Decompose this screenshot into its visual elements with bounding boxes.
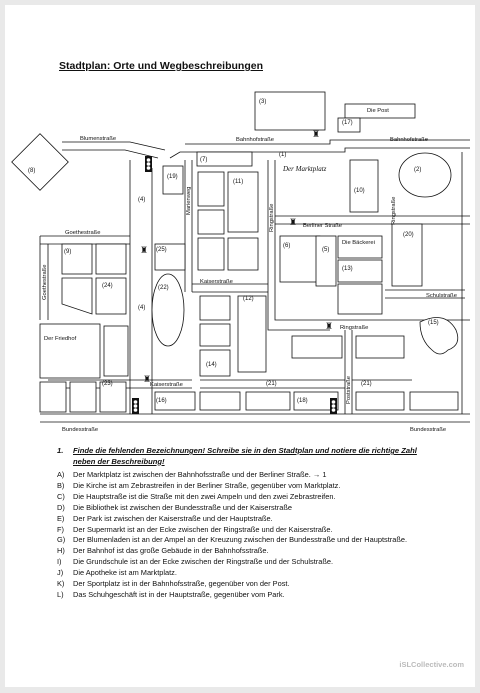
worksheet-title: Stadtplan: Orte und Wegbeschreibungen xyxy=(59,60,263,72)
block-11b xyxy=(228,238,258,270)
item-letter: B) xyxy=(57,480,65,490)
street-label: Schulstraße xyxy=(426,293,457,299)
block-bottom-r1 xyxy=(356,392,404,410)
map-number: (24) xyxy=(102,283,113,289)
block-19b xyxy=(198,210,224,234)
item-text: Die Apotheke ist am Marktplatz. xyxy=(73,568,177,578)
block-12 xyxy=(238,296,266,372)
block-right-a xyxy=(292,336,342,358)
item-text: Die Hauptstraße ist die Straße mit den zwei Ampeln und den zwei Zebrastreifen. xyxy=(73,491,336,501)
block-14b xyxy=(200,324,230,346)
map-number: (18) xyxy=(297,398,308,404)
list-item xyxy=(57,503,432,514)
map-number: (21) xyxy=(361,381,372,387)
block-right-b xyxy=(356,336,404,358)
block-3 xyxy=(255,92,325,130)
block-19c xyxy=(198,238,224,270)
block-10 xyxy=(350,160,378,212)
list-item xyxy=(57,546,432,557)
block-bottom-mid xyxy=(246,392,290,410)
item-letter: G) xyxy=(57,535,66,545)
svg-text:♜: ♜ xyxy=(289,218,298,228)
map-number: (1) xyxy=(279,152,287,158)
street-label: Marienweg xyxy=(186,186,192,215)
crosswalk-icon xyxy=(140,246,148,256)
list-item xyxy=(57,557,432,568)
traffic-light-icon xyxy=(145,156,152,172)
item-text: Die Bibliothek ist zwischen der Bundesstraße und der Kaiserstraße xyxy=(73,502,292,512)
crosswalk-icon xyxy=(325,322,333,332)
task-number: 1. xyxy=(57,446,64,455)
map-number: (10) xyxy=(354,188,365,194)
street-label: Goethestraße xyxy=(42,264,48,300)
svg-text:♜: ♜ xyxy=(140,246,149,256)
task-text: Finde die fehlenden Bezeichnungen! Schreibe sie in den Stadtplan und notiere die richtige Zahl neben der Beschreibung! xyxy=(73,446,417,466)
map-number: (14) xyxy=(206,362,217,368)
street-label: Ringstraße xyxy=(269,203,275,232)
description-list xyxy=(57,470,432,601)
item-letter: J) xyxy=(57,568,64,578)
item-letter: F) xyxy=(57,524,64,534)
street-label: Bahnhofstraße xyxy=(236,137,275,143)
item-text: Der Supermarkt ist an der Ecke zwischen der Ringstraße und der Kaiserstraße. xyxy=(73,524,333,534)
crosswalk-icon xyxy=(312,130,320,140)
map-number: (23) xyxy=(102,381,113,387)
block-19a xyxy=(198,172,224,206)
item-text: Die Grundschule ist an der Ecke zwischen der Ringstraße und der Schulstraße. xyxy=(73,557,334,567)
street-label: Goethestraße xyxy=(65,230,101,236)
street-label: Poststraße xyxy=(346,375,352,404)
item-text: Der Park ist zwischen der Kaiserstraße und der Hauptstraße. xyxy=(73,513,273,523)
street-label: Ringstraße xyxy=(391,196,397,225)
map-number: (9) xyxy=(64,249,72,255)
block-13b xyxy=(338,284,382,314)
block-8 xyxy=(12,134,69,191)
item-letter: A) xyxy=(57,470,65,479)
map-number: (4) xyxy=(138,305,146,311)
item-text: Der Sportplatz ist in der Bahnhofsstraße, gegenüber von der Post. xyxy=(73,579,290,589)
street-label: Bundesstraße xyxy=(410,427,447,433)
item-text: Die Kirche ist am Zebrastreifen in der Berliner Straße, gegenüber vom Marktplatz. xyxy=(73,480,341,490)
map-number: (11) xyxy=(233,179,244,185)
list-item xyxy=(57,514,432,525)
map-number: (2) xyxy=(414,167,422,173)
block-bottom-2 xyxy=(70,382,96,412)
map-number: (7) xyxy=(200,157,208,163)
item-letter: E) xyxy=(57,513,65,523)
item-text: Der Bahnhof ist das große Gebäude in der Bahnhofsstraße. xyxy=(73,546,269,556)
svg-text:♜: ♜ xyxy=(143,375,152,385)
map-number: (12) xyxy=(243,296,254,302)
block-19 xyxy=(163,166,183,194)
street-label: Ringstraße xyxy=(340,325,369,331)
place-label-baeckerei: Die Bäckerei xyxy=(342,240,375,246)
map-number: (6) xyxy=(283,243,291,249)
task-instruction xyxy=(57,446,417,467)
map-number: (21) xyxy=(266,381,277,387)
list-item xyxy=(57,568,432,579)
block-14a xyxy=(200,296,230,320)
item-text: Das Schuhgeschäft ist in der Hauptstraße, gegenüber vom Park. xyxy=(73,589,285,599)
street-label: Kaiserstraße xyxy=(150,382,183,388)
map-number: (20) xyxy=(403,232,414,238)
watermark: iSLCollective.com xyxy=(399,660,464,669)
list-item xyxy=(57,525,432,536)
block-friedhof-b xyxy=(104,326,128,376)
svg-text:♜: ♜ xyxy=(312,130,321,140)
traffic-light-icon xyxy=(330,398,337,414)
map-number: (22) xyxy=(158,285,169,291)
map-number: (4) xyxy=(138,197,146,203)
crosswalk-icon xyxy=(289,218,297,228)
block-2 xyxy=(399,153,451,197)
place-label-post: Die Post xyxy=(367,108,389,114)
map-number: (25) xyxy=(156,247,167,253)
list-item xyxy=(57,590,432,601)
place-label-marktplatz: Der Marktplatz xyxy=(283,165,327,173)
list-item xyxy=(57,492,432,503)
place-label-friedhof: Der Friedhof xyxy=(44,336,77,342)
item-letter: I) xyxy=(57,557,62,567)
item-letter: L) xyxy=(57,589,64,599)
list-item xyxy=(57,481,432,492)
list-item xyxy=(57,535,432,546)
block-bottom-r2 xyxy=(410,392,458,410)
traffic-light-icon xyxy=(132,398,139,414)
map-number: (17) xyxy=(342,120,353,126)
street-label: Berliner Straße xyxy=(303,223,342,229)
map-number: (13) xyxy=(342,266,353,272)
map-number: (19) xyxy=(167,174,178,180)
item-letter: C) xyxy=(57,491,65,501)
block-9b xyxy=(96,244,126,274)
svg-text:♜: ♜ xyxy=(325,322,334,332)
map-number: (16) xyxy=(156,398,167,404)
street-label: Bahnhofstraße xyxy=(390,137,429,143)
map-number: (5) xyxy=(322,247,330,253)
item-text: Der Marktplatz ist zwischen der Bahnhofsstraße und der Berliner Straße. → 1 xyxy=(73,470,327,479)
map-number: (8) xyxy=(28,168,36,174)
item-letter: K) xyxy=(57,579,65,589)
item-text: Der Blumenladen ist an der Ampel an der Kreuzung zwischen der Bundesstraße und der Hauptstraße. xyxy=(73,535,407,545)
block-friedhof xyxy=(40,324,100,378)
street-label: Bundesstraße xyxy=(62,427,99,433)
block-15 xyxy=(420,318,458,355)
list-item xyxy=(57,579,432,590)
map-number: (15) xyxy=(428,320,439,326)
block-5 xyxy=(316,236,336,286)
block-bottom-1 xyxy=(40,382,66,412)
list-item xyxy=(57,470,432,481)
block-goethe-triangle xyxy=(62,278,92,314)
map-number: (3) xyxy=(259,99,267,105)
item-letter: D) xyxy=(57,502,65,512)
item-letter: H) xyxy=(57,546,65,556)
block-16b xyxy=(200,392,240,410)
street-label: Kaiserstraße xyxy=(200,279,233,285)
street-label: Blumenstraße xyxy=(80,136,117,142)
